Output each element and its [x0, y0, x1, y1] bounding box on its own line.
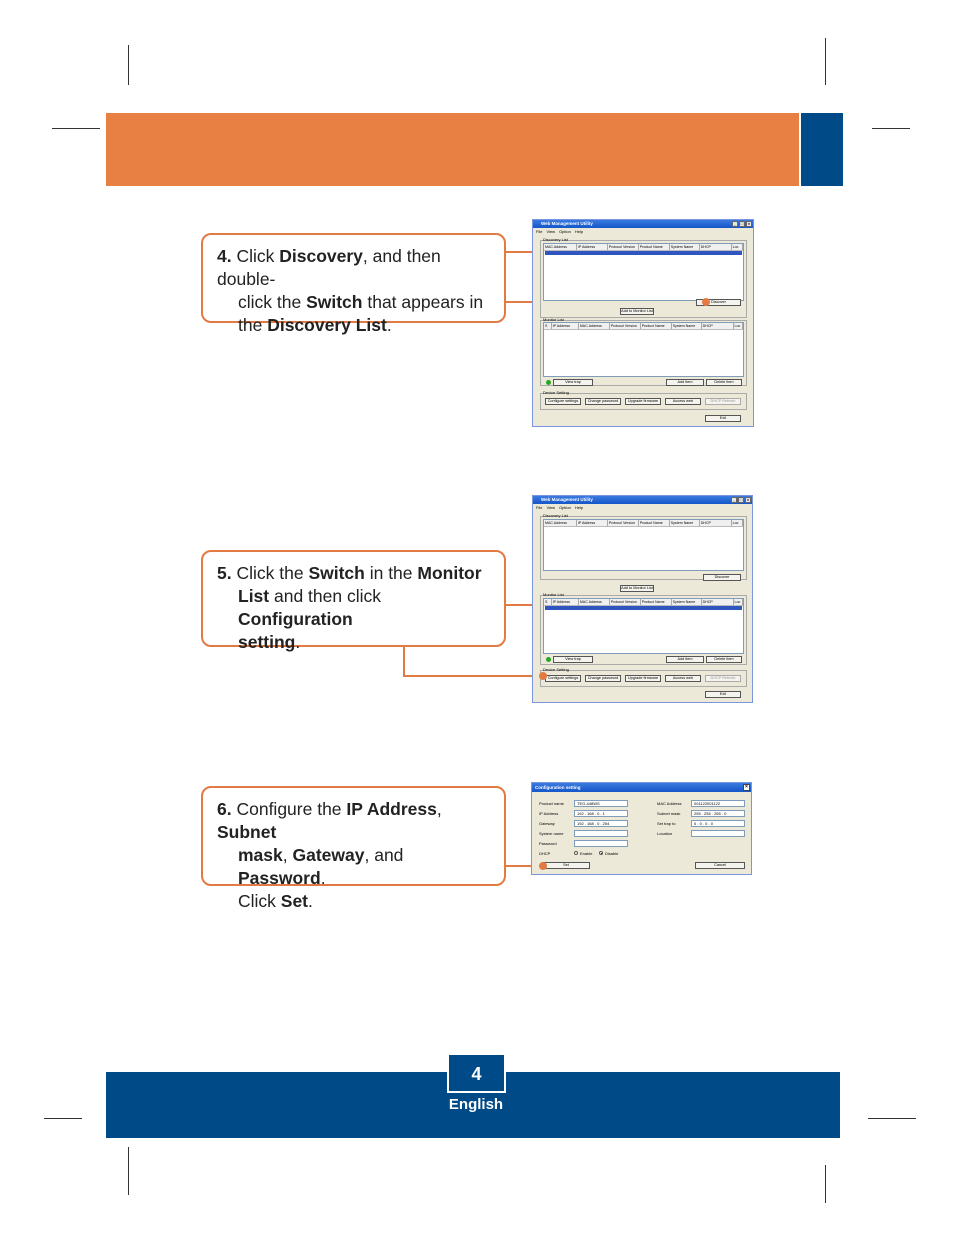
configure-settings-button[interactable]: Configure settings	[545, 398, 581, 405]
mac-address-label: MAC Address	[657, 801, 682, 806]
ip-address-label: IP Address	[539, 811, 559, 816]
col-header: Loc	[732, 520, 743, 526]
step-5-text	[217, 562, 492, 654]
col-header: S	[544, 599, 552, 605]
step-run: .	[386, 315, 392, 335]
menu-option[interactable]: Option	[559, 229, 571, 234]
discover-button[interactable]: Discover	[703, 574, 741, 581]
col-header: MAC Address	[579, 599, 610, 605]
col-header: System Name	[670, 244, 700, 250]
step-run: ,	[436, 799, 442, 819]
configure-settings-button[interactable]: Configure settings	[545, 675, 581, 682]
product-name-field[interactable]: TEG-448WS	[574, 800, 628, 807]
col-header: MAC Address	[544, 520, 577, 526]
ip-octet: 168	[587, 811, 594, 816]
delete-item-button[interactable]: Delete item	[706, 656, 742, 663]
step-keyword: Gateway	[292, 845, 365, 865]
ip-octet: 255	[694, 811, 701, 816]
step-line	[217, 890, 492, 913]
step-run: Click	[238, 891, 281, 911]
ip-octet: 255	[704, 811, 711, 816]
ip-octet: 0	[705, 821, 708, 826]
close-icon[interactable]: ×	[746, 497, 750, 502]
pointer-dot	[539, 672, 547, 680]
trap-field[interactable]: 0 . 0 . 0 . 0	[691, 820, 745, 827]
upgrade-firmware-button[interactable]: Upgrade firmware	[625, 675, 661, 682]
ip-octet: 255	[714, 811, 721, 816]
step-run: in the	[364, 563, 418, 583]
step-run: the	[238, 315, 268, 335]
maximize-icon[interactable]: □	[740, 221, 744, 226]
menu-help[interactable]: Help	[574, 505, 584, 510]
password-field[interactable]	[574, 840, 628, 847]
menu-option[interactable]: Option	[559, 505, 571, 510]
step-keyword: Monitor	[417, 563, 482, 583]
step-line	[217, 291, 492, 314]
step-6-callout	[201, 786, 506, 911]
location-label: Location	[657, 831, 673, 836]
col-header: MAC Address	[544, 244, 577, 250]
step-line	[217, 798, 492, 844]
connector-line	[403, 675, 543, 677]
step-line	[217, 245, 492, 291]
dhcp-label: DHCP	[539, 851, 551, 856]
col-header: System Name	[672, 323, 702, 329]
step-keyword: Subnet	[217, 822, 277, 842]
access-web-button[interactable]: Access web	[665, 398, 701, 405]
pointer-dot	[702, 298, 710, 306]
menu-file[interactable]: File	[536, 505, 543, 510]
list-header	[544, 244, 743, 251]
system-name-label: System name	[539, 831, 564, 836]
header-accent-bar	[801, 113, 843, 186]
step-keyword: Configuration	[238, 609, 353, 629]
footer-language: English	[448, 1096, 504, 1113]
subnet-mask-field[interactable]: 255 . 255 . 255 . 0	[691, 810, 745, 817]
gateway-label: Gateway	[539, 821, 555, 826]
ip-octet: 192	[577, 811, 584, 816]
col-header: Protocol Version	[610, 323, 641, 329]
utility-window-discovery	[532, 219, 754, 427]
add-item-button[interactable]: Add item	[666, 379, 704, 386]
dhcp-enable-radio[interactable]	[574, 851, 578, 855]
col-header: DHCP	[702, 599, 734, 605]
step-run: Click	[236, 246, 280, 266]
minimize-icon[interactable]: _	[732, 497, 736, 502]
connector-line	[403, 647, 405, 677]
exit-button[interactable]: Exit	[705, 415, 741, 422]
header-bar	[106, 113, 799, 186]
step-run: click the	[238, 292, 307, 312]
step-keyword: mask	[238, 845, 283, 865]
configuration-dialog	[531, 782, 752, 875]
system-name-field[interactable]	[574, 830, 628, 837]
crop-mark	[52, 128, 100, 129]
step-6-text	[217, 798, 492, 913]
col-header: DHCP	[700, 520, 732, 526]
col-header: Product Name	[641, 599, 672, 605]
change-password-button[interactable]: Change password	[585, 398, 621, 405]
ip-octet: 254	[602, 821, 610, 826]
col-header: Protocol Version	[608, 520, 639, 526]
ip-octet: 0	[710, 821, 713, 826]
col-header: Protocol Version	[608, 244, 639, 250]
step-line	[217, 314, 492, 337]
close-icon[interactable]: ×	[743, 784, 750, 791]
table-row-selected[interactable]	[545, 251, 742, 255]
mac-address-field[interactable]: 001122001122	[691, 800, 745, 807]
pointer-dot	[539, 862, 547, 870]
step-4-callout	[201, 233, 506, 335]
col-header: MAC Address	[579, 323, 610, 329]
list-header	[544, 520, 743, 527]
col-header: System Name	[670, 520, 700, 526]
step-run: ,	[282, 845, 293, 865]
location-field[interactable]	[691, 830, 745, 837]
ip-octet: 0	[597, 821, 600, 826]
crop-mark	[868, 1118, 916, 1119]
dhcp-refresh-button[interactable]: DHCP Refresh	[705, 398, 741, 405]
ip-octet: 0	[699, 821, 702, 826]
list-header	[544, 323, 743, 330]
step-run: Click the	[236, 563, 309, 583]
title-bar	[533, 496, 752, 504]
step-run: .	[320, 868, 326, 888]
discovery-list-label: Discovery List	[543, 237, 568, 242]
col-header: Product Name	[641, 323, 672, 329]
col-header: IP Address	[577, 520, 608, 526]
dhcp-refresh-button[interactable]: DHCP Refresh	[705, 675, 741, 682]
status-icon	[546, 657, 551, 662]
maximize-icon[interactable]: □	[739, 497, 743, 502]
table-row-selected[interactable]	[545, 606, 742, 610]
password-label: Password	[539, 841, 557, 846]
dhcp-disable-radio[interactable]	[599, 851, 603, 855]
step-run: that appears in	[362, 292, 484, 312]
add-to-monitor-button[interactable]: Add to Monitor List	[621, 309, 653, 313]
step-keyword: setting	[238, 632, 296, 652]
col-header: Product Name	[639, 520, 670, 526]
monitor-list[interactable]	[543, 598, 744, 654]
view-trap-button[interactable]: View trap	[553, 656, 593, 663]
step-keyword: Set	[280, 891, 309, 911]
col-header: Loc	[732, 244, 743, 250]
add-to-monitor-button[interactable]: Add to Monitor List	[621, 586, 653, 590]
menu-file[interactable]: File	[536, 229, 543, 234]
crop-mark	[825, 1165, 826, 1203]
device-setting-label: Device Setting	[543, 667, 569, 672]
device-setting-label: Device Setting	[543, 390, 569, 395]
ip-octet: 0	[597, 811, 600, 816]
step-keyword: Discovery	[279, 246, 363, 266]
step-number: 5.	[217, 563, 237, 583]
gateway-field[interactable]: 192 . 168 . 0 . 254	[574, 820, 628, 827]
col-header: Loc	[734, 599, 743, 605]
discovery-list[interactable]	[543, 519, 744, 571]
ip-octet: 1	[602, 811, 605, 816]
monitor-list-label: Monitor List	[543, 592, 564, 597]
step-keyword: List	[238, 586, 270, 606]
crop-mark	[872, 128, 910, 129]
step-keyword: Password	[238, 868, 321, 888]
col-header: Loc	[734, 323, 743, 329]
col-header: S	[544, 323, 552, 329]
ip-address-field[interactable]: 192 . 168 . 0 . 1	[574, 810, 628, 817]
cancel-button[interactable]: Cancel	[695, 862, 745, 869]
step-4-text	[217, 245, 492, 337]
menu-bar	[533, 228, 753, 235]
col-header: DHCP	[702, 323, 734, 329]
crop-mark	[128, 1147, 129, 1195]
monitor-list-label: Monitor List	[543, 317, 564, 322]
access-web-button[interactable]: Access web	[665, 675, 701, 682]
col-header: Protocol Version	[610, 599, 641, 605]
list-header	[544, 599, 743, 606]
step-keyword: IP Address	[346, 799, 437, 819]
menu-bar	[533, 504, 752, 511]
col-header: IP Address	[577, 244, 608, 250]
title-bar	[532, 783, 751, 792]
step-run: .	[308, 891, 313, 911]
change-password-button[interactable]: Change password	[585, 675, 621, 682]
discovery-list[interactable]	[543, 243, 744, 301]
discovery-list-label: Discovery List	[543, 513, 568, 518]
set-button[interactable]: Set	[542, 862, 590, 869]
crop-mark	[825, 38, 826, 85]
upgrade-firmware-button[interactable]: Upgrade firmware	[625, 398, 661, 405]
dialog-title: Configuration setting	[535, 785, 581, 790]
title-bar	[533, 220, 753, 228]
col-header: System Name	[672, 599, 702, 605]
step-line	[217, 844, 492, 890]
view-trap-button[interactable]: View trap	[553, 379, 593, 386]
step-line	[217, 562, 492, 585]
step-5-callout	[201, 550, 506, 652]
minimize-icon[interactable]: _	[733, 221, 737, 226]
step-keyword: Switch	[308, 563, 365, 583]
menu-view[interactable]: View	[546, 505, 556, 510]
menu-help[interactable]: Help	[574, 229, 584, 234]
disable-label: Disable	[605, 851, 619, 856]
ip-octet: 0	[694, 821, 697, 826]
step-keyword: Switch	[306, 292, 363, 312]
col-header: IP Address	[552, 323, 579, 329]
step-line	[217, 631, 492, 654]
ip-octet: 168	[587, 821, 594, 826]
exit-button[interactable]: Exit	[705, 691, 741, 698]
enable-label: Enable	[580, 851, 593, 856]
col-header: IP Address	[552, 599, 579, 605]
utility-window-monitor	[532, 495, 753, 703]
col-header: Product Name	[639, 244, 670, 250]
step-keyword: Discovery List	[267, 315, 387, 335]
ip-octet: 0	[724, 811, 727, 816]
subnet-mask-label: Subnet mask	[657, 811, 681, 816]
step-run: and then click	[269, 586, 381, 606]
trap-label: Set trap to	[657, 821, 676, 826]
window-title: Web Management Utility	[541, 497, 593, 502]
discover-button[interactable]: Discover	[696, 299, 741, 306]
window-title: Web Management Utility	[541, 221, 593, 226]
monitor-list[interactable]	[543, 322, 744, 377]
step-line	[217, 585, 492, 631]
step-number: 4.	[217, 246, 237, 266]
step-run: .	[295, 632, 301, 652]
product-name-label: Product name	[539, 801, 564, 806]
col-header: DHCP	[700, 244, 732, 250]
crop-mark	[128, 45, 129, 85]
delete-item-button[interactable]: Delete item	[706, 379, 742, 386]
step-run: Configure the	[236, 799, 347, 819]
close-icon[interactable]: ×	[747, 221, 751, 226]
menu-view[interactable]: View	[546, 229, 556, 234]
page-number: 4	[447, 1053, 506, 1093]
ip-octet: 192	[577, 821, 584, 826]
step-run: , and	[364, 845, 404, 865]
step-number: 6.	[217, 799, 237, 819]
add-item-button[interactable]: Add item	[666, 656, 704, 663]
status-icon	[546, 380, 551, 385]
step-run: , and then double-	[217, 246, 441, 289]
crop-mark	[44, 1118, 82, 1119]
